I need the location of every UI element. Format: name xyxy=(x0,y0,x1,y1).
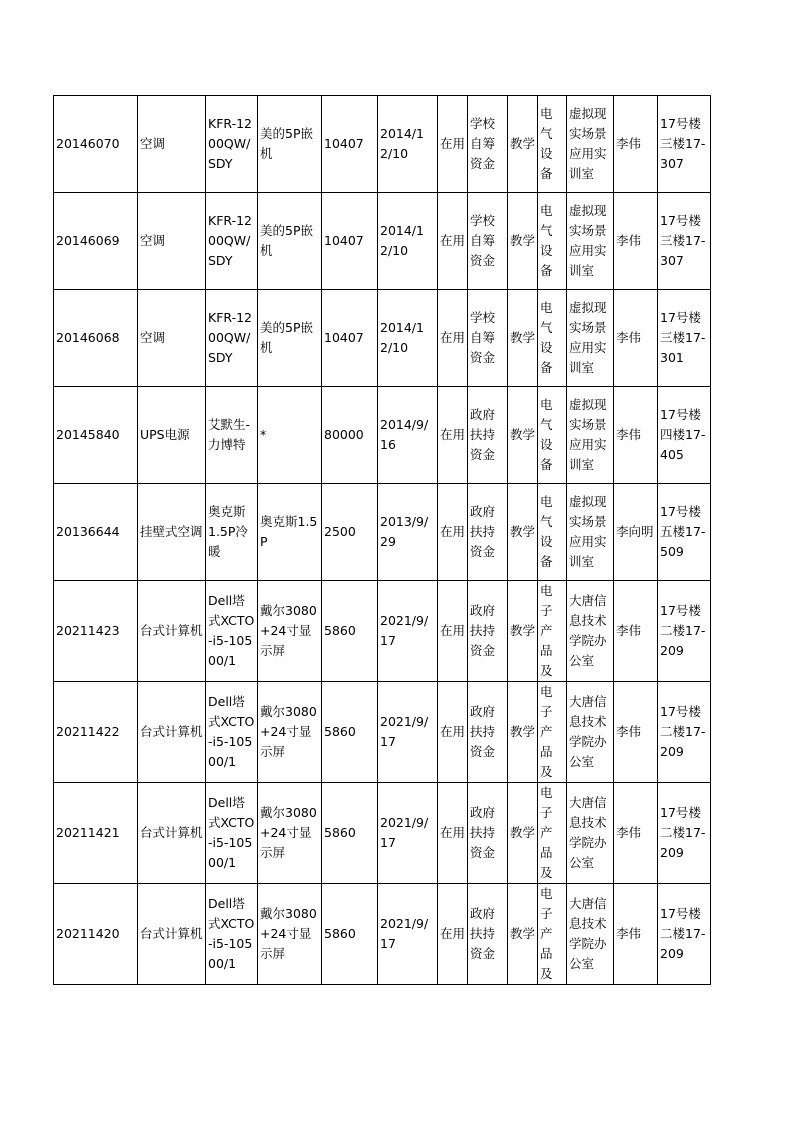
cell-model: KFR-1200QW/SDY xyxy=(206,96,258,193)
cell-location: 17号楼二楼17-209 xyxy=(658,884,711,985)
cell-custodian: 李伟 xyxy=(614,581,658,682)
cell-usage: 教学 xyxy=(508,193,538,290)
cell-spec: 戴尔3080+24寸显示屏 xyxy=(258,884,322,985)
cell-status: 在用 xyxy=(438,581,468,682)
cell-price: 2500 xyxy=(322,484,378,581)
cell-model: KFR-1200QW/SDY xyxy=(206,290,258,387)
cell-asset-name: 台式计算机 xyxy=(138,783,206,884)
cell-asset-name: 台式计算机 xyxy=(138,581,206,682)
table-row xyxy=(54,96,711,193)
cell-asset-id: 20146070 xyxy=(54,96,138,193)
cell-model: KFR-1200QW/SDY xyxy=(206,193,258,290)
cell-asset-name: UPS电源 xyxy=(138,387,206,484)
cell-category: 电气设备 xyxy=(538,290,567,387)
cell-usage: 教学 xyxy=(508,290,538,387)
cell-category: 电气设备 xyxy=(538,387,567,484)
table-body xyxy=(54,96,711,985)
cell-spec: 戴尔3080+24寸显示屏 xyxy=(258,783,322,884)
table-row xyxy=(54,581,711,682)
cell-purchase-date: 2021/9/17 xyxy=(378,682,438,783)
cell-asset-id: 20211420 xyxy=(54,884,138,985)
cell-department: 虚拟现实场景应用实训室 xyxy=(567,290,614,387)
cell-location: 17号楼二楼17-209 xyxy=(658,682,711,783)
cell-location: 17号楼三楼17-301 xyxy=(658,290,711,387)
cell-status: 在用 xyxy=(438,290,468,387)
cell-price: 5860 xyxy=(322,884,378,985)
cell-model: Dell塔式XCTO-i5-10500/1 xyxy=(206,783,258,884)
cell-model: Dell塔式XCTO-i5-10500/1 xyxy=(206,682,258,783)
table-row xyxy=(54,884,711,985)
cell-spec: 奥克斯1.5P xyxy=(258,484,322,581)
cell-custodian: 李伟 xyxy=(614,783,658,884)
cell-asset-name: 空调 xyxy=(138,193,206,290)
cell-department: 大唐信息技术学院办公室 xyxy=(567,884,614,985)
cell-custodian: 李向明 xyxy=(614,484,658,581)
cell-custodian: 李伟 xyxy=(614,290,658,387)
cell-purchase-date: 2014/9/16 xyxy=(378,387,438,484)
cell-spec: 戴尔3080+24寸显示屏 xyxy=(258,581,322,682)
asset-table xyxy=(53,95,711,985)
cell-asset-id: 20136644 xyxy=(54,484,138,581)
cell-price: 10407 xyxy=(322,193,378,290)
cell-asset-id: 20211422 xyxy=(54,682,138,783)
cell-department: 虚拟现实场景应用实训室 xyxy=(567,387,614,484)
cell-purchase-date: 2021/9/17 xyxy=(378,884,438,985)
cell-status: 在用 xyxy=(438,484,468,581)
cell-fund-source: 政府扶持资金 xyxy=(468,682,508,783)
cell-asset-id: 20211423 xyxy=(54,581,138,682)
cell-asset-id: 20146068 xyxy=(54,290,138,387)
cell-fund-source: 学校自筹资金 xyxy=(468,193,508,290)
cell-price: 80000 xyxy=(322,387,378,484)
cell-price: 5860 xyxy=(322,682,378,783)
cell-category: 电子产品及 xyxy=(538,783,567,884)
cell-asset-name: 空调 xyxy=(138,290,206,387)
cell-category: 电气设备 xyxy=(538,96,567,193)
cell-spec: 戴尔3080+24寸显示屏 xyxy=(258,682,322,783)
cell-usage: 教学 xyxy=(508,783,538,884)
cell-department: 虚拟现实场景应用实训室 xyxy=(567,96,614,193)
cell-usage: 教学 xyxy=(508,96,538,193)
cell-fund-source: 学校自筹资金 xyxy=(468,290,508,387)
cell-custodian: 李伟 xyxy=(614,96,658,193)
cell-usage: 教学 xyxy=(508,884,538,985)
cell-asset-id: 20211421 xyxy=(54,783,138,884)
cell-department: 虚拟现实场景应用实训室 xyxy=(567,484,614,581)
cell-model: Dell塔式XCTO-i5-10500/1 xyxy=(206,581,258,682)
cell-spec: 美的5P嵌机 xyxy=(258,96,322,193)
cell-custodian: 李伟 xyxy=(614,884,658,985)
cell-purchase-date: 2013/9/29 xyxy=(378,484,438,581)
cell-status: 在用 xyxy=(438,193,468,290)
cell-fund-source: 政府扶持资金 xyxy=(468,387,508,484)
cell-department: 虚拟现实场景应用实训室 xyxy=(567,193,614,290)
cell-spec: * xyxy=(258,387,322,484)
cell-category: 电子产品及 xyxy=(538,884,567,985)
cell-usage: 教学 xyxy=(508,581,538,682)
cell-category: 电子产品及 xyxy=(538,581,567,682)
cell-custodian: 李伟 xyxy=(614,193,658,290)
cell-asset-name: 台式计算机 xyxy=(138,682,206,783)
cell-purchase-date: 2014/12/10 xyxy=(378,96,438,193)
table-row xyxy=(54,682,711,783)
cell-purchase-date: 2021/9/17 xyxy=(378,581,438,682)
table-row xyxy=(54,387,711,484)
cell-location: 17号楼三楼17-307 xyxy=(658,96,711,193)
cell-model: Dell塔式XCTO-i5-10500/1 xyxy=(206,884,258,985)
cell-model: 奥克斯1.5P冷暖 xyxy=(206,484,258,581)
cell-usage: 教学 xyxy=(508,682,538,783)
cell-purchase-date: 2021/9/17 xyxy=(378,783,438,884)
cell-department: 大唐信息技术学院办公室 xyxy=(567,581,614,682)
cell-purchase-date: 2014/12/10 xyxy=(378,290,438,387)
cell-location: 17号楼二楼17-209 xyxy=(658,783,711,884)
cell-fund-source: 政府扶持资金 xyxy=(468,884,508,985)
cell-fund-source: 政府扶持资金 xyxy=(468,783,508,884)
cell-asset-name: 空调 xyxy=(138,96,206,193)
table-row xyxy=(54,484,711,581)
cell-asset-id: 20145840 xyxy=(54,387,138,484)
cell-department: 大唐信息技术学院办公室 xyxy=(567,682,614,783)
cell-price: 5860 xyxy=(322,581,378,682)
cell-custodian: 李伟 xyxy=(614,682,658,783)
table-row xyxy=(54,193,711,290)
cell-fund-source: 学校自筹资金 xyxy=(468,96,508,193)
cell-fund-source: 政府扶持资金 xyxy=(468,581,508,682)
cell-category: 电气设备 xyxy=(538,193,567,290)
cell-location: 17号楼五楼17-509 xyxy=(658,484,711,581)
cell-location: 17号楼四楼17-405 xyxy=(658,387,711,484)
cell-fund-source: 政府扶持资金 xyxy=(468,484,508,581)
cell-price: 10407 xyxy=(322,96,378,193)
cell-custodian: 李伟 xyxy=(614,387,658,484)
cell-status: 在用 xyxy=(438,682,468,783)
cell-asset-name: 挂壁式空调 xyxy=(138,484,206,581)
cell-asset-name: 台式计算机 xyxy=(138,884,206,985)
cell-model: 艾默生-力博特 xyxy=(206,387,258,484)
cell-usage: 教学 xyxy=(508,387,538,484)
cell-status: 在用 xyxy=(438,387,468,484)
cell-asset-id: 20146069 xyxy=(54,193,138,290)
cell-price: 10407 xyxy=(322,290,378,387)
cell-status: 在用 xyxy=(438,884,468,985)
cell-status: 在用 xyxy=(438,96,468,193)
cell-location: 17号楼三楼17-307 xyxy=(658,193,711,290)
cell-category: 电气设备 xyxy=(538,484,567,581)
cell-usage: 教学 xyxy=(508,484,538,581)
cell-status: 在用 xyxy=(438,783,468,884)
table-row xyxy=(54,290,711,387)
table-row xyxy=(54,783,711,884)
cell-price: 5860 xyxy=(322,783,378,884)
cell-spec: 美的5P嵌机 xyxy=(258,290,322,387)
cell-category: 电子产品及 xyxy=(538,682,567,783)
cell-purchase-date: 2014/12/10 xyxy=(378,193,438,290)
cell-location: 17号楼二楼17-209 xyxy=(658,581,711,682)
cell-spec: 美的5P嵌机 xyxy=(258,193,322,290)
cell-department: 大唐信息技术学院办公室 xyxy=(567,783,614,884)
